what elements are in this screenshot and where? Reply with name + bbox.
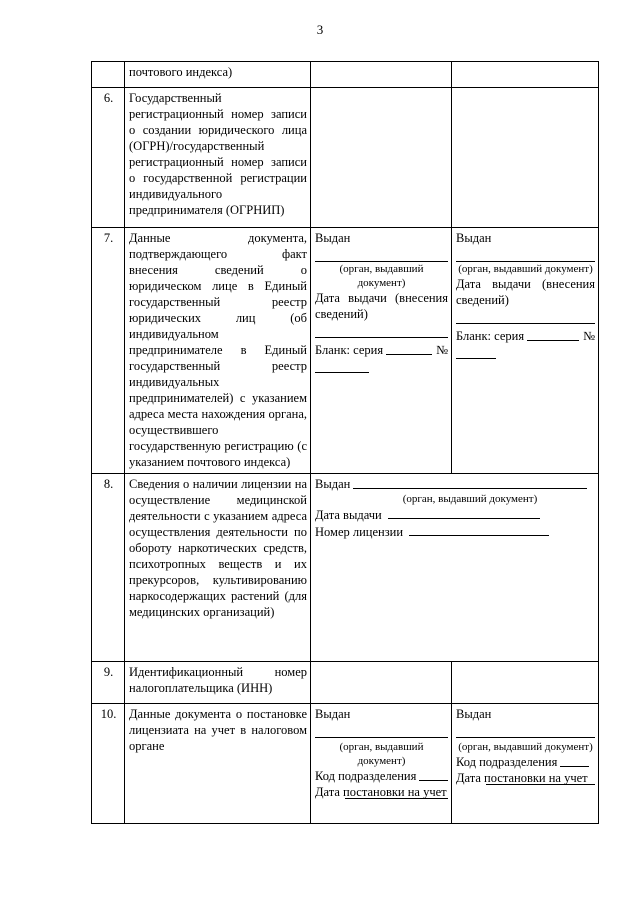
issuer-blank[interactable] <box>315 722 448 738</box>
issue-date-label: Дата выдачи (внесения сведений) <box>456 277 595 307</box>
division-code-blank[interactable] <box>560 754 589 767</box>
issue-date-label: Дата выдачи <box>315 508 382 522</box>
license-number-label: Номер лицензии <box>315 525 404 539</box>
issued-label: Выдан <box>456 707 492 721</box>
row-description: почтового индекса) <box>125 62 311 88</box>
value-cell-wide[interactable] <box>311 474 599 662</box>
issued-line <box>315 476 595 492</box>
issuer-caption: (орган, выдавший документ) <box>458 263 593 275</box>
value-cell-b[interactable] <box>452 88 599 228</box>
blank-series-label: Бланк: серия <box>315 343 384 357</box>
row-number: 9. <box>92 662 125 704</box>
row-description: Данные документа, подтверждающего факт внесения сведений о юридическом лице в Единый государственный реестр юридических лиц (об индивидуальном предпринимателе в Единый государственный реестр индивидуальных предпринимателей) с указанием адреса места нахождения органа, осуществившего государственную регистрацию (с указанием почтового индекса) <box>125 228 311 474</box>
row-number-cell <box>92 62 125 88</box>
row-description: Государственный регистрационный номер записи о создании юридического лица (ОГРН)/государственный регистрационный номер записи о государственной регистрации индивидуального предпринимателя (ОГРНИП) <box>125 88 311 228</box>
issued-label: Выдан <box>315 707 351 721</box>
table-row <box>92 662 599 704</box>
form-table <box>91 61 599 824</box>
row-number: 6. <box>92 88 125 228</box>
table-row <box>92 474 599 662</box>
issuer-blank[interactable] <box>353 476 587 489</box>
issuer-caption: (орган, выдавший документ) <box>339 741 424 767</box>
blank-series-label: Бланк: серия <box>456 329 525 343</box>
number-sign: № <box>583 329 595 343</box>
issuer-caption: (орган, выдавший документ) <box>402 493 538 505</box>
issuer-blank[interactable] <box>456 722 595 738</box>
value-cell-a[interactable] <box>311 62 452 88</box>
value-cell-b[interactable] <box>452 228 599 474</box>
row-description: Идентификационный номер налогоплательщика (ИНН) <box>125 662 311 704</box>
division-code-label: Код подразделения <box>315 769 417 783</box>
row-description: Данные документа о постановке лицензиата на учет в налоговом органе <box>125 704 311 824</box>
row-number: 10. <box>92 704 125 824</box>
issuer-blank[interactable] <box>315 246 448 262</box>
issuer-caption: (орган, выдавший документ) <box>458 741 593 753</box>
division-code-line <box>456 754 595 770</box>
license-number-blank[interactable] <box>409 523 549 536</box>
blank-series-line <box>456 328 595 344</box>
series-blank[interactable] <box>386 342 432 355</box>
value-cell-b[interactable] <box>452 704 599 824</box>
division-code-line <box>315 768 448 784</box>
blank-series-line <box>315 342 448 358</box>
issue-date-blank[interactable] <box>456 308 595 324</box>
table-row <box>92 228 599 474</box>
registration-date-label: Дата постановки на учет <box>315 785 447 799</box>
division-code-blank[interactable] <box>419 768 448 781</box>
license-number-line <box>315 523 595 540</box>
issue-date-blank[interactable] <box>388 506 540 519</box>
row-number: 8. <box>92 474 125 662</box>
issue-date-blank[interactable] <box>315 322 448 338</box>
series-blank[interactable] <box>527 328 579 341</box>
row-number: 7. <box>92 228 125 474</box>
value-cell-b[interactable] <box>452 662 599 704</box>
number-sign: № <box>436 343 448 357</box>
table-row <box>92 88 599 228</box>
table-row <box>92 704 599 824</box>
value-cell-a[interactable] <box>311 704 452 824</box>
issue-date-line <box>315 506 595 523</box>
issuer-blank[interactable] <box>456 246 595 262</box>
value-cell-b[interactable] <box>452 62 599 88</box>
issued-label: Выдан <box>315 477 351 491</box>
division-code-label: Код подразделения <box>456 755 558 769</box>
table-row <box>92 62 599 88</box>
number-blank[interactable] <box>315 360 369 373</box>
value-cell-a[interactable] <box>311 228 452 474</box>
row-description: Сведения о наличии лицензии на осуществление медицинской деятельности с указанием адреса осуществления деятельности по обороту наркотических средств, психотропных веществ и их прекурсоров, культивированию наркосодержащих растений (для медицинских организаций) <box>125 474 311 662</box>
value-cell-a[interactable] <box>311 88 452 228</box>
value-cell-a[interactable] <box>311 662 452 704</box>
issue-date-label: Дата выдачи (внесения сведений) <box>315 291 448 321</box>
issued-label: Выдан <box>315 231 351 245</box>
page-number: 3 <box>316 22 324 37</box>
registration-date-label: Дата постановки на учет <box>456 771 588 785</box>
issued-label: Выдан <box>456 231 492 245</box>
issuer-caption: (орган, выдавший документ) <box>339 263 424 289</box>
number-blank[interactable] <box>456 346 496 359</box>
